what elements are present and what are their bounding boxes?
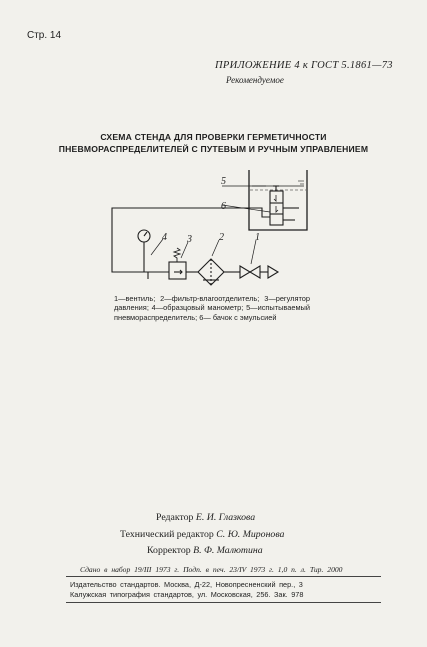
figure-title-line-1: СХЕМА СТЕНДА ДЛЯ ПРОВЕРКИ ГЕРМЕТИЧНОСТИ — [100, 132, 327, 142]
tested-valve — [270, 186, 299, 225]
recommended-label: Рекомендуемое — [226, 75, 284, 85]
tech-editor-role: Технический редактор — [120, 529, 214, 540]
label-1: 1 — [255, 232, 260, 243]
shutoff-valve — [240, 266, 278, 278]
filter-separator — [198, 259, 224, 285]
divider-top — [66, 576, 381, 577]
publisher-line-1: Издательство стандартов. Москва, Д-22, Новопресненский пер., 3 — [70, 580, 303, 589]
emulsion-tank — [249, 170, 307, 230]
tech-editor-name: С. Ю. Миронова — [216, 529, 285, 540]
tech-editor-credit — [120, 529, 284, 540]
imprint-line: Сдано в набор 19/III 1973 г. Подп. в печ. 23/IV 1973 г. 1,0 п. л. Тир. 2000 — [80, 565, 343, 574]
publisher-line-2: Калужская типография стандартов, ул. Московская, 256. Зак. 978 — [70, 590, 304, 599]
proofreader-credit — [147, 545, 263, 556]
label-6: 6 — [221, 201, 226, 212]
page-number: Стр. 14 — [27, 30, 62, 41]
proofreader-name: В. Ф. Малютина — [193, 545, 263, 556]
label-3: 3 — [187, 234, 192, 245]
appendix-heading: ПРИЛОЖЕНИЕ 4 к ГОСТ 5.1861—73 — [215, 60, 393, 71]
editor-role: Редактор — [156, 512, 194, 523]
label-4: 4 — [162, 232, 167, 243]
figure-legend: 1—вентиль; 2—фильтр-влагоотделитель; 3—регулятор давления; 4—образцовый манометр; 5—испытываемый пневмораспределитель; 6— бачок с эмульсией — [114, 294, 310, 322]
pressure-gauge — [138, 230, 150, 242]
divider-bottom — [66, 602, 381, 603]
label-2: 2 — [219, 232, 224, 243]
editor-credit — [156, 512, 255, 523]
figure-title-line-2: ПНЕВМОРАСПРЕДЕЛИТЕЛЕЙ С ПУТЕВЫМ И РУЧНЫМ УПРАВЛЕНИЕМ — [58, 144, 369, 154]
leader-lines — [151, 186, 270, 264]
proofreader-role: Корректор — [147, 545, 191, 556]
label-5: 5 — [221, 176, 226, 187]
editor-name: Е. И. Глазкова — [195, 512, 256, 523]
